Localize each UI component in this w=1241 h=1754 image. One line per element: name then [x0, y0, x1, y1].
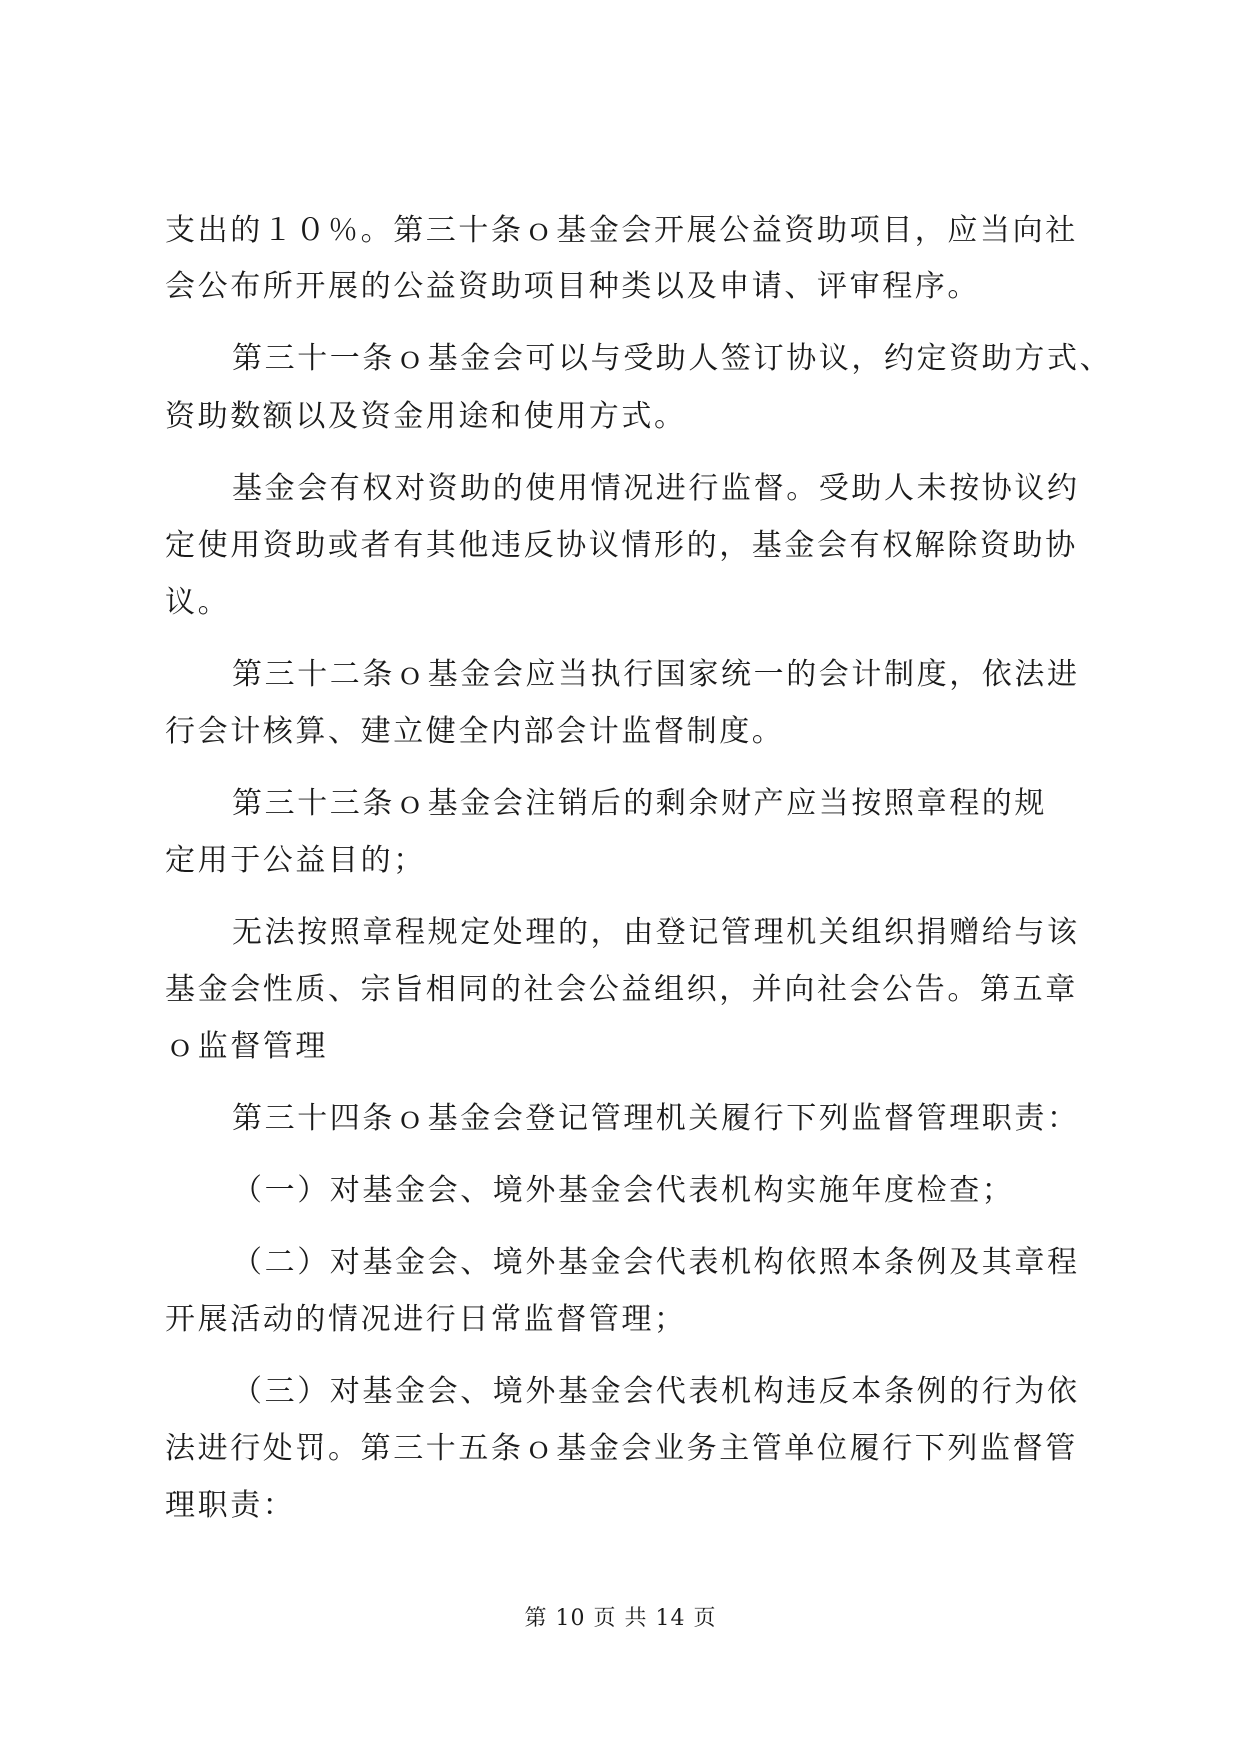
text-line: 定使用资助或者有其他违反协议情形的，基金会有权解除资助协: [165, 528, 1078, 563]
text-line: 第三十二条ｏ基金会应当执行国家统一的会计制度，依法进: [232, 657, 1080, 692]
text-line: （一）对基金会、境外基金会代表机构实施年度检查；: [232, 1173, 1015, 1208]
text-line: 第三十三条ｏ基金会注销后的剩余财产应当按照章程的规: [232, 786, 1047, 821]
text-line: 支出的１０％。第三十条ｏ基金会开展公益资助项目，应当向社: [165, 213, 1078, 248]
text-line: 理职责：: [165, 1488, 296, 1523]
text-line: （二）对基金会、境外基金会代表机构依照本条例及其章程: [232, 1245, 1080, 1280]
page-number-footer: 第 10 页 共 14 页: [524, 1606, 717, 1631]
text-line: 基金会有权对资助的使用情况进行监督。受助人未按协议约: [232, 471, 1080, 506]
text-line: 行会计核算、建立健全内部会计监督制度。: [165, 714, 785, 749]
text-line: 资助数额以及资金用途和使用方式。: [165, 399, 687, 434]
text-line: 开展活动的情况进行日常监督管理；: [165, 1302, 687, 1337]
text-line: 无法按照章程规定处理的，由登记管理机关组织捐赠给与该: [232, 915, 1080, 950]
text-line: （三）对基金会、境外基金会代表机构违反本条例的行为依: [232, 1374, 1080, 1409]
text-line: 议。: [165, 585, 231, 620]
text-line: 定用于公益目的；: [165, 843, 426, 878]
text-line: 法进行处罚。第三十五条ｏ基金会业务主管单位履行下列监督管: [165, 1431, 1078, 1466]
text-line: 基金会性质、宗旨相同的社会公益组织，并向社会公告。第五章: [165, 972, 1078, 1007]
text-line: 第三十四条ｏ基金会登记管理机关履行下列监督管理职责：: [232, 1101, 1080, 1136]
text-line: 会公布所开展的公益资助项目种类以及申请、评审程序。: [165, 269, 980, 304]
text-line: 第三十一条ｏ基金会可以与受助人签订协议，约定资助方式、: [232, 341, 1113, 376]
text-line: ｏ监督管理: [165, 1029, 328, 1064]
